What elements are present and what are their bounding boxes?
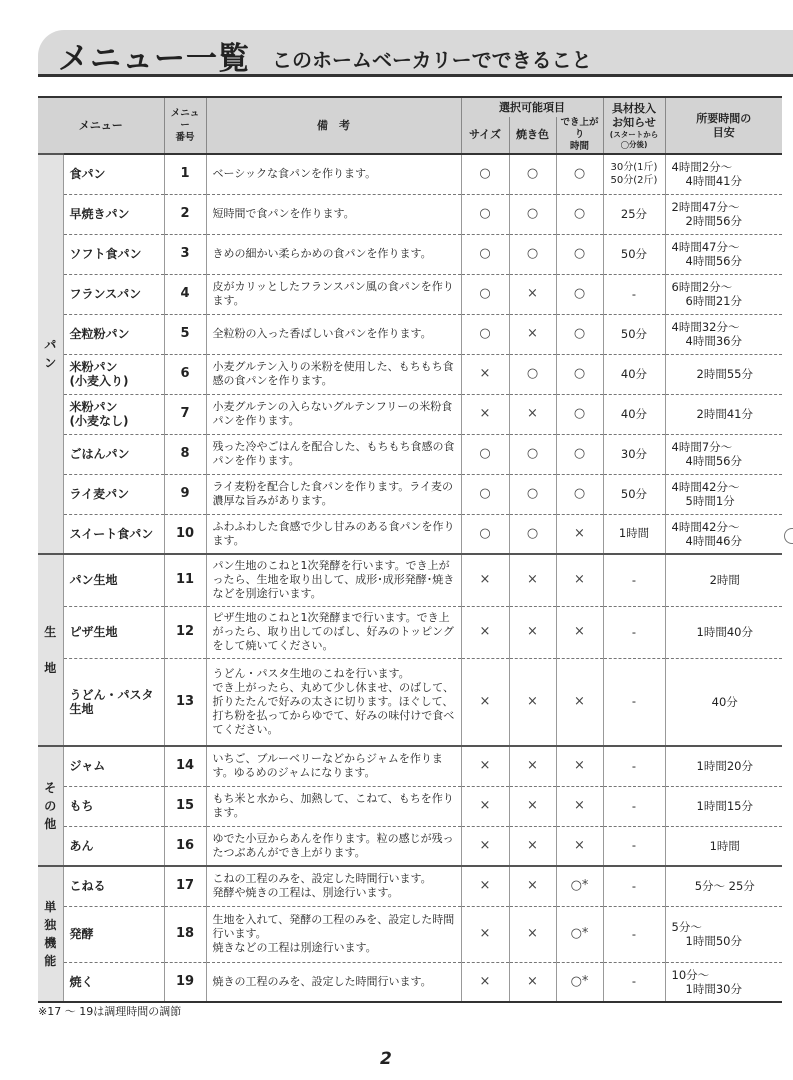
ingredient-notice: - [603, 606, 665, 658]
time-line-2: 4時間41分 [685, 174, 742, 189]
time-line-1: 40分 [711, 694, 738, 709]
ingredient-notice: 30分(1斤) 50分(2斤) [603, 154, 665, 194]
time-line-1: 4時間47分～ [671, 240, 740, 254]
color-mark: × [509, 962, 556, 1002]
menu-name: 米粉パン (小麦なし) [63, 394, 164, 434]
menu-name: 米粉パン (小麦入り) [63, 354, 164, 394]
required-time [665, 826, 782, 866]
header-time: 所要時間の 目安 [665, 97, 782, 154]
table-row [38, 354, 782, 394]
binding-mark [784, 528, 793, 544]
menu-note: 皮がカリッとしたフランスパン風の食パンを作ります。 [206, 274, 461, 314]
finish-mark: ○ [556, 234, 603, 274]
color-mark: × [509, 786, 556, 826]
finish-mark: ○ [556, 434, 603, 474]
finish-mark: × [556, 658, 603, 746]
required-time [665, 786, 782, 826]
finish-mark: ○ [556, 354, 603, 394]
menu-name: ライ麦パン [63, 474, 164, 514]
time-line-1: 4時間42分～ [671, 519, 740, 534]
category-other: そ の 他 [38, 746, 63, 866]
menu-name: こねる [63, 866, 164, 906]
menu-note: ベーシックな食パンを作ります。 [206, 154, 461, 194]
table-row [38, 962, 782, 1002]
ingredient-notice: 1時間 [603, 514, 665, 554]
header-color: 焼き色 [509, 117, 556, 154]
menu-number: 7 [164, 394, 206, 434]
menu-table [38, 96, 782, 1003]
size-mark: ○ [461, 474, 509, 514]
header-notes: 備 考 [206, 97, 461, 154]
menu-note: いちご、ブルーベリーなどからジャムを作ります。ゆるめのジャムになります。 [206, 746, 461, 786]
color-mark: × [509, 866, 556, 906]
menu-number: 18 [164, 906, 206, 962]
time-line-1: 1時間40分 [696, 625, 753, 639]
time-line-1: 6時間2分～ [671, 280, 733, 294]
time-line-2: 1時間50分 [685, 934, 742, 948]
required-time [665, 154, 782, 194]
category-single: 単 独 機 能 [38, 866, 63, 1002]
ingredient-notice: 50分 [603, 314, 665, 354]
finish-mark: ○ [556, 314, 603, 354]
size-mark: × [461, 826, 509, 866]
table-row [38, 606, 782, 658]
menu-number: 9 [164, 474, 206, 514]
finish-mark: × [556, 606, 603, 658]
menu-number: 11 [164, 554, 206, 606]
finish-mark: ○ [556, 394, 603, 434]
menu-number: 1 [164, 154, 206, 194]
color-mark: × [509, 314, 556, 354]
required-time [665, 434, 782, 474]
menu-name: 全粒粉パン [63, 314, 164, 354]
color-mark: ○ [509, 354, 556, 394]
time-line-1: 2時間47分～ [671, 200, 740, 214]
size-mark: ○ [461, 194, 509, 234]
finish-mark: ○* [556, 866, 603, 906]
required-time [665, 394, 782, 434]
time-line-1: 4時間2分～ [671, 160, 733, 175]
table-row [38, 514, 782, 554]
table-row [38, 154, 782, 194]
menu-name: 焼く [63, 962, 164, 1002]
menu-note: 小麦グルテン入りの米粉を使用した、もちもち食感の食パンを作ります。 [206, 354, 461, 394]
finish-mark: × [556, 786, 603, 826]
table-row [38, 434, 782, 474]
menu-note: 生地を入れて、発酵の工程のみを、設定した時間行います。 焼きなどの工程は別途行います。 [206, 906, 461, 962]
menu-note: 短時間で食パンを作ります。 [206, 194, 461, 234]
menu-note: ふわふわした食感で少し甘みのある食パンを作ります。 [206, 514, 461, 554]
finish-mark: ○ [556, 474, 603, 514]
finish-mark: × [556, 826, 603, 866]
required-time [665, 354, 782, 394]
menu-number: 15 [164, 786, 206, 826]
time-line-2: 4時間46分 [685, 533, 742, 548]
menu-note: 残った冷やごはんを配合した、もちもち食感の食パンを作ります。 [206, 434, 461, 474]
time-line-2: 4時間56分 [685, 454, 742, 468]
category-bread: パ ン [38, 154, 63, 554]
ingredient-notice: - [603, 906, 665, 962]
menu-number: 3 [164, 234, 206, 274]
time-line-1: 2時間 [709, 573, 740, 588]
menu-number: 4 [164, 274, 206, 314]
required-time [665, 514, 782, 554]
size-mark: × [461, 866, 509, 906]
time-line-1: 2時間41分 [696, 407, 753, 421]
size-mark: × [461, 786, 509, 826]
ingredient-notice: 30分 [603, 434, 665, 474]
size-mark: × [461, 962, 509, 1002]
required-time [665, 194, 782, 234]
ingredient-notice: 25分 [603, 194, 665, 234]
size-mark: ○ [461, 154, 509, 194]
color-mark: × [509, 826, 556, 866]
table-row [38, 234, 782, 274]
required-time [665, 274, 782, 314]
table-row [38, 474, 782, 514]
color-mark: ○ [509, 474, 556, 514]
menu-number: 6 [164, 354, 206, 394]
time-line-1: 4時間32分～ [671, 320, 740, 334]
time-line-2: 4時間36分 [685, 334, 742, 348]
required-time [665, 234, 782, 274]
required-time [665, 906, 782, 962]
color-mark: ○ [509, 194, 556, 234]
required-time [665, 314, 782, 354]
menu-name: スイート食パン [63, 514, 164, 554]
ingredient-notice: - [603, 786, 665, 826]
menu-note: 小麦グルテンの入らないグルテンフリーの米粉食パンを作ります。 [206, 394, 461, 434]
menu-name: ピザ生地 [63, 606, 164, 658]
color-mark: × [509, 274, 556, 314]
time-line-1: 4時間7分～ [671, 440, 733, 454]
color-mark: × [509, 658, 556, 746]
table-row [38, 194, 782, 234]
required-time [665, 962, 782, 1002]
page-title: メニュー一覧 [58, 41, 250, 77]
table-row [38, 658, 782, 746]
menu-name: フランスパン [63, 274, 164, 314]
menu-note: ピザ生地のこねと1次発酵まで行います。でき上がったら、取り出してのばし、好みのトッピングをして焼いてください。 [206, 606, 461, 658]
ingredient-notice: - [603, 826, 665, 866]
menu-note: 全粒粉の入った香ばしい食パンを作ります。 [206, 314, 461, 354]
ingredient-notice: - [603, 554, 665, 606]
header-selectable: 選択可能項目 [461, 97, 603, 117]
menu-note: ライ麦粉を配合した食パンを作ります。ライ麦の濃厚な旨みがあります。 [206, 474, 461, 514]
size-mark: × [461, 906, 509, 962]
table-row [38, 554, 782, 606]
size-mark: × [461, 554, 509, 606]
menu-name: パン生地 [63, 554, 164, 606]
time-line-1: 4時間42分～ [671, 480, 740, 494]
color-mark: ○ [509, 234, 556, 274]
menu-note: きめの細かい柔らかめの食パンを作ります。 [206, 234, 461, 274]
menu-number: 2 [164, 194, 206, 234]
menu-note: ゆでた小豆からあんを作ります。粒の感じが残ったつぶあんができ上がります。 [206, 826, 461, 866]
menu-name: もち [63, 786, 164, 826]
menu-note: うどん・パスタ生地のこねを行います。 でき上がったら、丸めて少し休ませ、のばして、折りたたんで好みの太さに切ります。ほぐして、打ち粉を払ってからゆでて、好みの味付けで食べてください。 [206, 658, 461, 746]
finish-mark: × [556, 746, 603, 786]
size-mark: × [461, 354, 509, 394]
menu-number: 13 [164, 658, 206, 746]
time-line-2: 4時間56分 [685, 254, 742, 268]
size-mark: ○ [461, 314, 509, 354]
color-mark: ○ [509, 434, 556, 474]
finish-mark: × [556, 554, 603, 606]
footnote: ※17 ～ 19は調理時間の調節 [38, 1005, 182, 1018]
menu-number: 8 [164, 434, 206, 474]
ingredient-notice: - [603, 746, 665, 786]
menu-name: 発酵 [63, 906, 164, 962]
required-time [665, 658, 782, 746]
finish-mark: ○ [556, 154, 603, 194]
finish-mark: ○ [556, 274, 603, 314]
header-ingredients-sub: (スタートから◯分後) [609, 129, 659, 149]
color-mark: × [509, 746, 556, 786]
menu-number: 17 [164, 866, 206, 906]
table-row [38, 786, 782, 826]
required-time [665, 554, 782, 606]
time-line-1: 1時間15分 [696, 799, 753, 813]
time-line-1: 10分～ [671, 967, 710, 982]
header-menu: メニュー [38, 97, 164, 154]
table-row [38, 746, 782, 786]
time-line-1: 1時間20分 [696, 759, 753, 774]
size-mark: ○ [461, 434, 509, 474]
size-mark: ○ [461, 514, 509, 554]
header-finish: でき上がり 時間 [556, 117, 603, 154]
menu-name: ごはんパン [63, 434, 164, 474]
menu-number: 19 [164, 962, 206, 1002]
finish-mark: ○* [556, 962, 603, 1002]
size-mark: × [461, 746, 509, 786]
category-dough: 生 地 [38, 554, 63, 746]
time-line-2: 6時間21分 [685, 294, 742, 308]
finish-mark: ○ [556, 194, 603, 234]
menu-name: 早焼きパン [63, 194, 164, 234]
finish-mark: × [556, 514, 603, 554]
required-time [665, 746, 782, 786]
ingredient-notice: 40分 [603, 394, 665, 434]
ingredient-notice: - [603, 658, 665, 746]
ingredient-notice: 50分 [603, 234, 665, 274]
menu-number: 12 [164, 606, 206, 658]
page-subtitle: このホームベーカリーでできること [272, 48, 592, 72]
menu-number: 10 [164, 514, 206, 554]
ingredient-notice: - [603, 274, 665, 314]
menu-name: ソフト食パン [63, 234, 164, 274]
table-row [38, 314, 782, 354]
table-row [38, 274, 782, 314]
time-line-1: 5分～ [671, 920, 702, 934]
time-line-1: 2時間55分 [696, 367, 753, 381]
size-mark: × [461, 606, 509, 658]
time-line-2: 2時間56分 [685, 214, 742, 228]
color-mark: × [509, 606, 556, 658]
table-row [38, 394, 782, 434]
menu-number: 5 [164, 314, 206, 354]
finish-mark: ○* [556, 906, 603, 962]
header-number: メニュー 番号 [164, 97, 206, 154]
menu-note: 焼きの工程のみを、設定した時間行います。 [206, 962, 461, 1002]
menu-name: あん [63, 826, 164, 866]
ingredient-notice: 50分 [603, 474, 665, 514]
header-ingredients [603, 97, 665, 154]
menu-note: パン生地のこねと1次発酵を行います。でき上がったら、生地を取り出して、成形･成形発酵･焼きなどを別途行います。 [206, 554, 461, 606]
header-ingredients-label: 具材投入 お知らせ [612, 101, 656, 129]
time-line-1: 1時間 [709, 838, 740, 853]
time-line-2: 5時間1分 [685, 494, 735, 508]
size-mark: ○ [461, 274, 509, 314]
menu-name: 食パン [63, 154, 164, 194]
color-mark: ○ [509, 154, 556, 194]
color-mark: × [509, 394, 556, 434]
required-time [665, 866, 782, 906]
size-mark: × [461, 394, 509, 434]
table-row [38, 906, 782, 962]
table-row [38, 866, 782, 906]
menu-note: もち米と水から、加熱して、こねて、もちを作ります。 [206, 786, 461, 826]
menu-note: こねの工程のみを、設定した時間行います。 発酵や焼きの工程は、別途行います。 [206, 866, 461, 906]
required-time [665, 606, 782, 658]
page-number: 2 [380, 1049, 392, 1069]
color-mark: × [509, 554, 556, 606]
color-mark: ○ [509, 514, 556, 554]
time-line-2: 1時間30分 [685, 981, 742, 996]
menu-name: ジャム [63, 746, 164, 786]
time-line-1: 5分～ 25分 [694, 879, 755, 894]
ingredient-notice: - [603, 866, 665, 906]
size-mark: × [461, 658, 509, 746]
color-mark: × [509, 906, 556, 962]
menu-name: うどん・パスタ 生地 [63, 658, 164, 746]
menu-number: 14 [164, 746, 206, 786]
header-size: サイズ [461, 117, 509, 154]
table-row [38, 826, 782, 866]
menu-number: 16 [164, 826, 206, 866]
required-time [665, 474, 782, 514]
size-mark: ○ [461, 234, 509, 274]
ingredient-notice: 40分 [603, 354, 665, 394]
ingredient-notice: - [603, 962, 665, 1002]
